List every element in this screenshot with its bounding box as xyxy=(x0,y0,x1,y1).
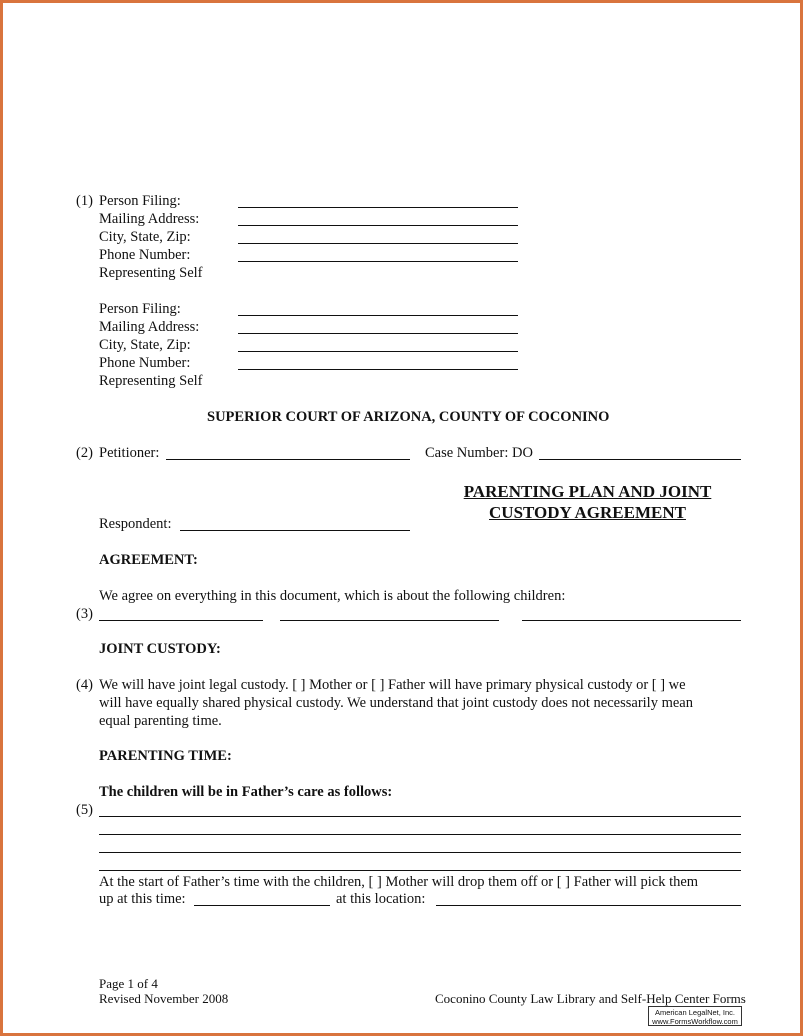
stamp-line-1: American LegalNet, Inc. xyxy=(654,1008,736,1017)
fill-line-respondent[interactable] xyxy=(180,530,410,531)
agreement-heading: AGREEMENT: xyxy=(99,552,198,568)
footer-source: Coconino County Law Library and Self-Help Center Forms xyxy=(435,991,746,1006)
document-title-line-2: CUSTODY AGREEMENT xyxy=(489,503,686,522)
fill-line-exchange-location[interactable] xyxy=(436,905,741,906)
label-mailing-address-2: Mailing Address: xyxy=(99,319,200,335)
footer-revised-date: Revised November 2008 xyxy=(99,991,229,1006)
fill-line-father-care-2[interactable] xyxy=(99,834,741,835)
fill-line-city-state-zip-2[interactable] xyxy=(238,351,518,352)
label-petitioner: Petitioner: xyxy=(99,445,160,461)
section-number-3: (3) xyxy=(76,606,93,622)
label-phone-number-2: Phone Number: xyxy=(99,355,191,371)
exchange-time-label: up at this time: xyxy=(99,891,186,907)
fill-line-father-care-1[interactable] xyxy=(99,816,741,817)
joint-custody-heading: JOINT CUSTODY: xyxy=(99,641,221,657)
publisher-stamp xyxy=(648,1006,742,1026)
exchange-location-label: at this location: xyxy=(336,891,426,907)
agreement-text: We agree on everything in this document, which is about the following children: xyxy=(99,588,566,604)
joint-custody-text-line-1: We will have joint legal custody. [ ] Mother or [ ] Father will have primary physical custody or [ ] we xyxy=(99,677,686,693)
fill-line-city-state-zip[interactable] xyxy=(238,243,518,244)
stamp-line-2: www.FormsWorkflow.com xyxy=(652,1017,738,1026)
fill-line-person-filing[interactable] xyxy=(238,207,518,208)
fill-line-father-care-3[interactable] xyxy=(99,852,741,853)
father-care-subheading: The children will be in Father’s care as follows: xyxy=(99,784,393,800)
footer-page-number: Page 1 of 4 xyxy=(99,976,158,991)
label-person-filing: Person Filing: xyxy=(99,193,181,209)
joint-custody-text-line-3: equal parenting time. xyxy=(99,713,222,729)
fill-line-phone-number-2[interactable] xyxy=(238,369,518,370)
label-representing-self: Representing Self xyxy=(99,265,203,281)
document-title-line-1: PARENTING PLAN AND JOINT xyxy=(463,482,712,501)
exchange-text-line-1: At the start of Father’s time with the children, [ ] Mother will drop them off or [ ] Father will pick them xyxy=(99,874,699,890)
fill-line-person-filing-2[interactable] xyxy=(238,315,518,316)
court-heading: SUPERIOR COURT OF ARIZONA, COUNTY OF COCONINO xyxy=(207,409,610,425)
fill-line-child-1[interactable] xyxy=(99,620,263,621)
label-representing-self-2: Representing Self xyxy=(99,373,203,389)
fill-line-mailing-address[interactable] xyxy=(238,225,518,226)
section-number-5: (5) xyxy=(76,802,93,818)
fill-line-phone-number[interactable] xyxy=(238,261,518,262)
fill-line-child-3[interactable] xyxy=(522,620,741,621)
section-number-4: (4) xyxy=(76,677,93,693)
fill-line-petitioner[interactable] xyxy=(166,459,410,460)
label-city-state-zip: City, State, Zip: xyxy=(99,229,191,245)
label-respondent: Respondent: xyxy=(99,516,172,532)
section-number-1: (1) xyxy=(76,193,93,209)
fill-line-exchange-time[interactable] xyxy=(194,905,330,906)
label-phone-number: Phone Number: xyxy=(99,247,191,263)
label-case-number: Case Number: DO xyxy=(425,445,533,461)
label-city-state-zip-2: City, State, Zip: xyxy=(99,337,191,353)
fill-line-mailing-address-2[interactable] xyxy=(238,333,518,334)
fill-line-father-care-4[interactable] xyxy=(99,870,741,871)
fill-line-case-number[interactable] xyxy=(539,459,741,460)
parenting-time-heading: PARENTING TIME: xyxy=(99,748,232,764)
fill-line-child-2[interactable] xyxy=(280,620,499,621)
label-person-filing-2: Person Filing: xyxy=(99,301,181,317)
joint-custody-text-line-2: will have equally shared physical custody. We understand that joint custody does not necessarily mean xyxy=(99,695,693,711)
label-mailing-address: Mailing Address: xyxy=(99,211,200,227)
section-number-2: (2) xyxy=(76,445,93,461)
